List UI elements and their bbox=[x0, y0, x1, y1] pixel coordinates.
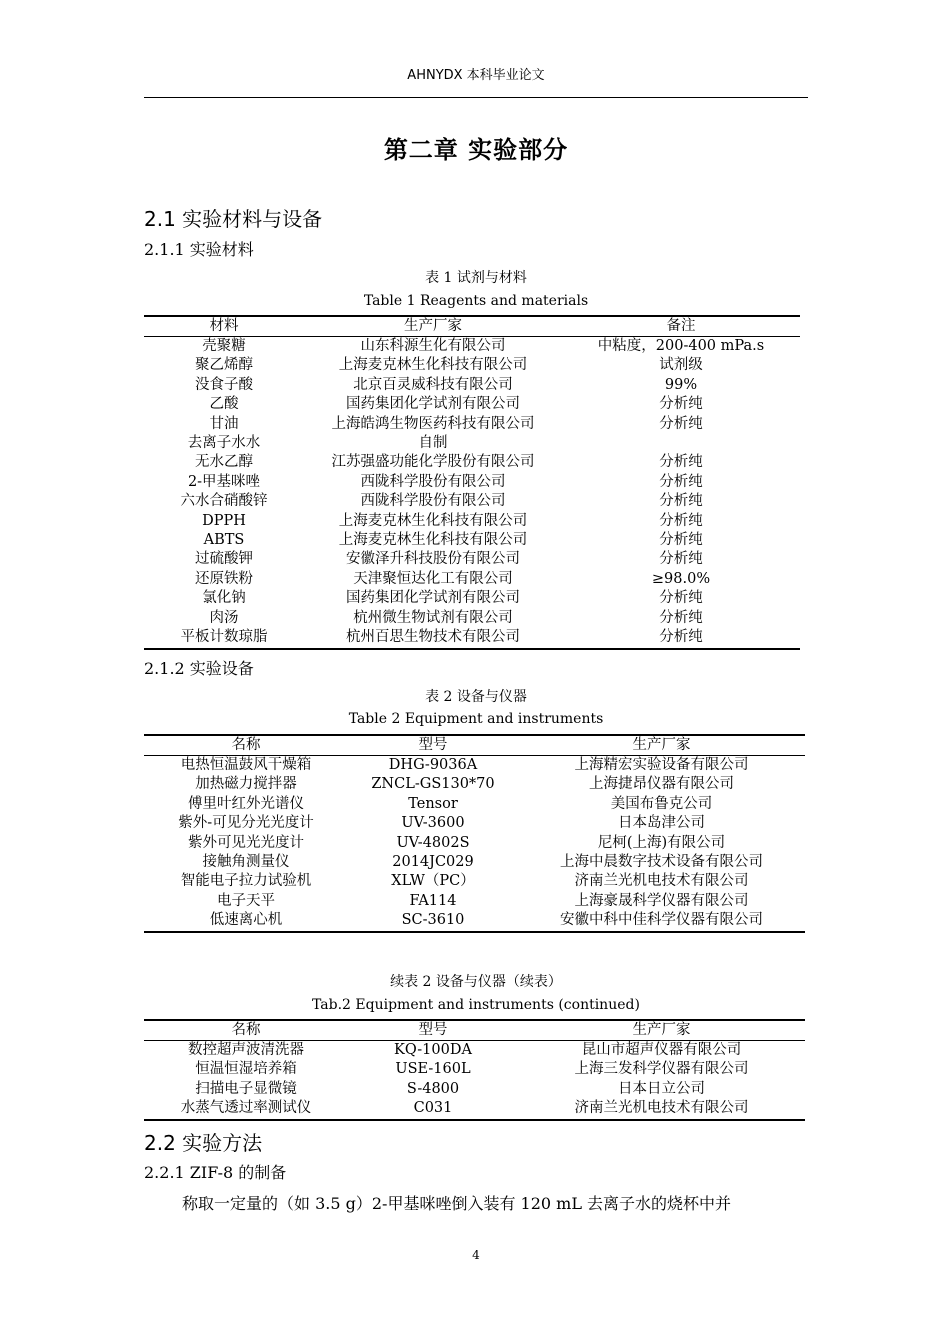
table-cell: Tensor bbox=[408, 795, 458, 812]
page-number: 4 bbox=[472, 1248, 480, 1262]
table-cell: 西陇科学股份有限公司 bbox=[360, 493, 506, 510]
table-cell: 分析纯 bbox=[659, 590, 703, 607]
table-row bbox=[144, 1099, 805, 1119]
table-cell: 甘油 bbox=[209, 415, 239, 432]
table-row bbox=[144, 531, 800, 550]
table-cell: 分析纯 bbox=[659, 473, 703, 490]
table-cell: 水蒸气透过率测试仪 bbox=[144, 1099, 348, 1119]
equipment-table bbox=[144, 734, 805, 933]
table-cell: 昆山市超声仪器有限公司 bbox=[581, 1042, 742, 1058]
table-cell: 上海皓鸿生物医药科技有限公司 bbox=[331, 415, 535, 432]
table-cell: ABTS bbox=[203, 532, 245, 549]
table-cell bbox=[562, 434, 800, 453]
table-cell: 尼柯(上海)有限公司 bbox=[597, 834, 726, 851]
table-row bbox=[144, 756, 805, 776]
table-cell: 99% bbox=[664, 376, 698, 393]
header-rule bbox=[144, 97, 808, 98]
table-cell: 扫描电子显微镜 bbox=[195, 1080, 297, 1097]
table-cell: 数控超声波清洗器 bbox=[188, 1042, 304, 1058]
table-cell: 分析纯 bbox=[659, 493, 703, 510]
column-header: 材料 bbox=[144, 316, 304, 337]
table1-caption-en: Table 1 Reagents and materials bbox=[363, 293, 589, 309]
table-cell: 分析纯 bbox=[659, 551, 703, 568]
table-cell: 上海豪晟科学仪器有限公司 bbox=[574, 892, 749, 909]
table-row bbox=[144, 492, 800, 511]
table-cell: 山东科源生化有限公司 bbox=[360, 338, 506, 354]
table-cell: 平板计数琼脂 bbox=[144, 628, 304, 648]
table-cell: 乙酸 bbox=[209, 396, 239, 413]
table2-cont-caption-cn: 续表 2 设备与仪器（续表） bbox=[390, 974, 562, 990]
table-cell: 上海中晨数字技术设备有限公司 bbox=[560, 854, 763, 871]
table-cell: 上海精宏实验设备有限公司 bbox=[574, 757, 749, 773]
table-row bbox=[144, 473, 800, 492]
table2-caption-cn: 表 2 设备与仪器 bbox=[425, 689, 527, 705]
table-cell: 没食子酸 bbox=[195, 376, 253, 393]
table-cell: 济南兰光机电技术有限公司 bbox=[518, 1099, 805, 1119]
column-header: 型号 bbox=[348, 735, 518, 756]
table-cell: 江苏强盛功能化学股份有限公司 bbox=[331, 454, 535, 471]
table-row bbox=[144, 1041, 805, 1061]
table-cell: 日本岛津公司 bbox=[618, 815, 705, 832]
table-cell: 分析纯 bbox=[659, 454, 703, 471]
table-row bbox=[144, 512, 800, 531]
section-heading-2-1: 2.1 实验材料与设备 bbox=[144, 207, 323, 231]
table-row bbox=[144, 872, 805, 891]
table-row bbox=[144, 1060, 805, 1079]
table-cell: 还原铁粉 bbox=[195, 570, 253, 587]
table2-cont-caption-en: Tab.2 Equipment and instruments (continued) bbox=[312, 997, 640, 1013]
column-header: 生产厂家 bbox=[304, 316, 562, 337]
table-row bbox=[144, 337, 800, 357]
reagents-table bbox=[144, 315, 800, 650]
table-cell: ≥98.0% bbox=[651, 570, 711, 587]
table-cell: UV-4802S bbox=[396, 834, 470, 851]
table-row bbox=[144, 415, 800, 434]
table-cell: 上海三发科学仪器有限公司 bbox=[574, 1061, 749, 1078]
table-cell: 恒温恒湿培养箱 bbox=[195, 1061, 297, 1078]
column-header: 名称 bbox=[144, 735, 348, 756]
table-header-row bbox=[144, 735, 805, 756]
table-header-row bbox=[144, 316, 800, 337]
table-row bbox=[144, 775, 805, 794]
chapter-title: 第二章 实验部分 bbox=[383, 136, 569, 164]
table-cell: 分析纯 bbox=[659, 415, 703, 432]
table-row bbox=[144, 570, 800, 589]
table-row bbox=[144, 395, 800, 414]
table-cell: 国药集团化学试剂有限公司 bbox=[346, 396, 520, 413]
table-cell: 国药集团化学试剂有限公司 bbox=[346, 590, 520, 607]
table-cell: 分析纯 bbox=[659, 396, 703, 413]
table-row bbox=[144, 892, 805, 911]
table-cell: 上海麦克林生化科技有限公司 bbox=[338, 532, 528, 549]
table-row bbox=[144, 814, 805, 833]
table-row bbox=[144, 589, 800, 608]
table-cell: 接触角测量仪 bbox=[202, 854, 290, 871]
column-header: 生产厂家 bbox=[518, 735, 805, 756]
table-cell: 2014JC029 bbox=[392, 854, 474, 871]
table-row bbox=[144, 795, 805, 814]
table-row bbox=[144, 453, 800, 472]
table-cell: 分析纯 bbox=[659, 512, 703, 529]
running-header: AHNYDX 本科毕业论文 bbox=[407, 68, 545, 83]
table-cell: 自制 bbox=[418, 435, 448, 452]
table-cell: DPPH bbox=[202, 512, 246, 529]
table-cell: 分析纯 bbox=[562, 628, 800, 648]
table-row bbox=[144, 628, 800, 648]
table-cell: 天津聚恒达化工有限公司 bbox=[353, 570, 513, 587]
table-cell: 杭州百思生物技术有限公司 bbox=[304, 628, 562, 648]
table-row bbox=[144, 1080, 805, 1099]
table-cell: S-4800 bbox=[406, 1080, 460, 1097]
table-cell: 中粘度，200-400 mPa.s bbox=[597, 338, 765, 354]
table-cell: 低速离心机 bbox=[144, 911, 348, 931]
table-cell: 上海麦克林生化科技有限公司 bbox=[338, 357, 528, 374]
table-cell: 上海捷昂仪器有限公司 bbox=[589, 776, 734, 793]
table-cell: ZNCL-GS130*70 bbox=[371, 776, 495, 793]
subsection-heading-2-1-2: 2.1.2 实验设备 bbox=[144, 659, 254, 678]
table-cell: 日本日立公司 bbox=[618, 1080, 705, 1097]
table-row bbox=[144, 853, 805, 872]
body-paragraph: 称取一定量的（如 3.5 g）2-甲基咪唑倒入装有 120 mL 去离子水的烧杯中并 bbox=[182, 1194, 732, 1213]
table-cell: 美国布鲁克公司 bbox=[610, 795, 713, 812]
table-cell: XLW（PC） bbox=[391, 873, 475, 890]
table-cell: USE-160L bbox=[395, 1061, 471, 1078]
table-row bbox=[144, 609, 800, 628]
table-cell: 六水合硝酸锌 bbox=[180, 493, 268, 510]
table-row bbox=[144, 376, 800, 395]
table-cell: 电子天平 bbox=[217, 892, 275, 909]
table-cell: 紫外-可见分光光度计 bbox=[178, 815, 314, 832]
table-cell: UV-3600 bbox=[401, 815, 465, 832]
table-cell: KQ-100DA bbox=[394, 1042, 472, 1058]
table-row bbox=[144, 911, 805, 931]
table-cell: 智能电子拉力试验机 bbox=[180, 873, 312, 890]
table-row bbox=[144, 434, 800, 453]
table-cell: DHG-9036A bbox=[388, 757, 478, 773]
table-cell: 杭州微生物试剂有限公司 bbox=[353, 609, 513, 626]
table-row bbox=[144, 356, 800, 375]
table-cell: 分析纯 bbox=[659, 609, 703, 626]
equipment-table-continued bbox=[144, 1019, 805, 1121]
table-cell: 氯化钠 bbox=[202, 590, 246, 607]
table-cell: 电热恒温鼓风干燥箱 bbox=[180, 757, 312, 773]
subsection-heading-2-2-1: 2.2.1 ZIF-8 的制备 bbox=[144, 1163, 287, 1182]
subsection-heading-2-1-1: 2.1.1 实验材料 bbox=[144, 240, 254, 259]
table-row bbox=[144, 550, 800, 569]
table-cell: 上海麦克林生化科技有限公司 bbox=[338, 512, 528, 529]
table1-caption-cn: 表 1 试剂与材料 bbox=[425, 270, 527, 286]
table-cell: 试剂级 bbox=[659, 357, 703, 374]
table-cell: C031 bbox=[348, 1099, 518, 1119]
column-header: 备注 bbox=[562, 316, 800, 337]
table-cell: 济南兰光机电技术有限公司 bbox=[574, 873, 749, 890]
table-cell: 加热磁力搅拌器 bbox=[195, 776, 297, 793]
column-header: 生产厂家 bbox=[518, 1020, 805, 1041]
table-cell: FA114 bbox=[409, 892, 457, 909]
table-cell: 肉汤 bbox=[209, 609, 239, 626]
table-cell: SC-3610 bbox=[348, 911, 518, 931]
column-header: 名称 bbox=[144, 1020, 348, 1041]
table-cell: 无水乙醇 bbox=[195, 454, 253, 471]
table-header-row bbox=[144, 1020, 805, 1041]
table-cell: 北京百灵威科技有限公司 bbox=[353, 376, 513, 393]
table-cell: 西陇科学股份有限公司 bbox=[360, 473, 506, 490]
table-cell: 壳聚糖 bbox=[202, 338, 246, 354]
table-cell: 安徽泽升科技股份有限公司 bbox=[346, 551, 520, 568]
table-cell: 2-甲基咪唑 bbox=[187, 473, 261, 490]
column-header: 型号 bbox=[348, 1020, 518, 1041]
table-cell: 去离子水水 bbox=[187, 435, 261, 452]
table-cell: 过硫酸钾 bbox=[195, 551, 253, 568]
table-cell: 安徽中科中佳科学仪器有限公司 bbox=[518, 911, 805, 931]
table-cell: 紫外可见光光度计 bbox=[188, 834, 304, 851]
table-cell: 聚乙烯醇 bbox=[195, 357, 253, 374]
table-cell: 分析纯 bbox=[659, 532, 703, 549]
table-row bbox=[144, 834, 805, 853]
table2-caption-en: Table 2 Equipment and instruments bbox=[348, 711, 604, 727]
table-cell: 傅里叶红外光谱仪 bbox=[188, 795, 304, 812]
section-heading-2-2: 2.2 实验方法 bbox=[144, 1131, 263, 1155]
